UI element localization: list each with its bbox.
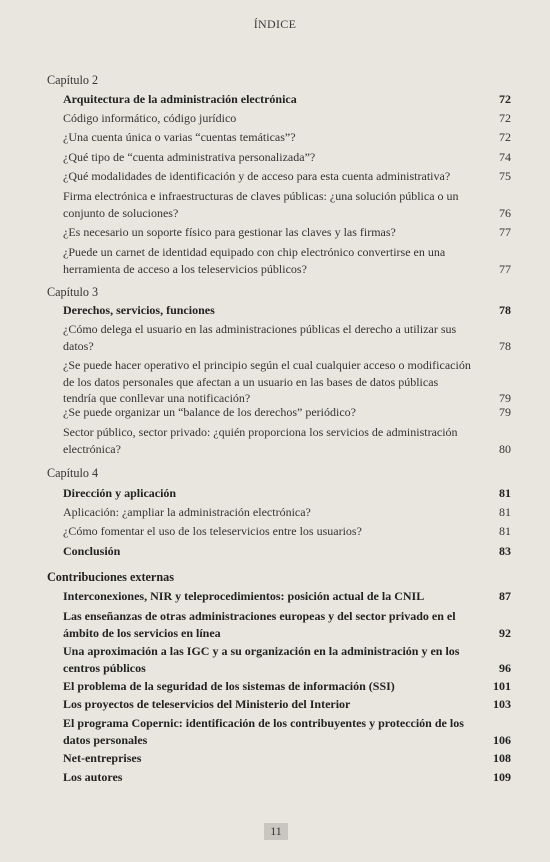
- toc-entry-text: Dirección y aplicación: [63, 486, 177, 500]
- toc-entry-page: 87: [499, 589, 511, 603]
- toc-entry-page: 96: [499, 660, 511, 675]
- chapter-heading: Capítulo 2: [47, 73, 99, 87]
- toc-entry-page: 72: [499, 111, 511, 125]
- toc-entry: [63, 404, 511, 421]
- toc-entry: [63, 424, 511, 457]
- toc-entry: [63, 643, 511, 676]
- section-heading: Contribuciones externas: [47, 570, 174, 584]
- toc-entry: [63, 188, 511, 221]
- chapter-heading: Capítulo 3: [47, 285, 99, 299]
- toc-entry: [63, 110, 511, 127]
- toc-entry-text: Conclusión: [63, 544, 121, 558]
- toc-entry-text: Net-entreprises: [63, 751, 142, 765]
- toc-entry-text: Una aproximación a las IGC y a su organización en la administración y en los centros públicos: [63, 644, 460, 675]
- toc-entry: [63, 485, 511, 502]
- toc-entry: [63, 543, 511, 560]
- toc-entry-text: Derechos, servicios, funciones: [63, 303, 215, 317]
- page-header: ÍNDICE: [253, 17, 297, 31]
- toc-entry-page: 81: [499, 505, 511, 519]
- toc-entry-text: Código informático, código jurídico: [63, 111, 237, 125]
- toc-entry-page: 79: [499, 405, 511, 419]
- toc-entry-text: ¿Se puede hacer operativo el principio según el cual cualquier acceso o modificación de los datos personales que afectan a un usuario en las bases de datos públicas tendría que conllevar una notificación?: [63, 358, 471, 405]
- toc-entry-page: 92: [499, 625, 511, 640]
- toc-entry: [63, 302, 511, 319]
- page-number: 11: [264, 823, 288, 840]
- toc-entry-page: 78: [499, 303, 511, 317]
- toc-entry-page: 75: [499, 169, 511, 183]
- toc-entry: [63, 715, 511, 748]
- toc-entry-text: Arquitectura de la administración electrónica: [63, 92, 297, 106]
- toc-entry-page: 78: [499, 338, 511, 353]
- toc-entry-page: 101: [493, 679, 511, 693]
- toc-entry-page: 106: [493, 732, 511, 747]
- toc-entry-text: El problema de la seguridad de los sistemas de información (SSI): [63, 679, 395, 693]
- toc-entry-text: Interconexiones, NIR y teleprocedimientos: posición actual de la CNIL: [63, 589, 425, 603]
- toc-entry-page: 72: [499, 92, 511, 106]
- toc-entry: [63, 321, 511, 354]
- toc-entry: [63, 608, 511, 641]
- toc-entry-page: 77: [499, 261, 511, 276]
- toc-entry: [63, 678, 511, 695]
- toc-entry-text: ¿Es necesario un soporte físico para gestionar las claves y las firmas?: [63, 225, 396, 239]
- toc-entry-page: 79: [499, 391, 511, 405]
- toc-entry: [63, 149, 511, 166]
- toc-entry-page: 77: [499, 225, 511, 239]
- toc-entry: [63, 769, 511, 786]
- toc-entry: [63, 244, 511, 277]
- toc-entry-text: ¿Una cuenta única o varias “cuentas temáticas”?: [63, 130, 296, 144]
- toc-entry-text: Los proyectos de teleservicios del Ministerio del Interior: [63, 697, 351, 711]
- toc-entry: [63, 504, 511, 521]
- toc-entry-page: 76: [499, 205, 511, 220]
- toc-entry-text: Aplicación: ¿ampliar la administración electrónica?: [63, 505, 311, 519]
- toc-entry-page: 108: [493, 751, 511, 765]
- toc-entry-text: ¿Se puede organizar un “balance de los derechos” periódico?: [63, 405, 356, 419]
- toc-entry-page: 80: [499, 441, 511, 456]
- chapter-heading: Capítulo 4: [47, 466, 99, 480]
- toc-entry: [63, 91, 511, 108]
- toc-entry-page: 81: [499, 486, 511, 500]
- toc-entry: [63, 750, 511, 767]
- toc-entry-text: ¿Cómo fomentar el uso de los teleservicios entre los usuarios?: [63, 524, 362, 538]
- toc-entry-page: 72: [499, 130, 511, 144]
- toc-entry: [63, 588, 511, 605]
- toc-entry-page: 103: [493, 697, 511, 711]
- toc-entry-page: 109: [493, 770, 511, 784]
- toc-entry-text: ¿Qué tipo de “cuenta administrativa personalizada”?: [63, 150, 316, 164]
- toc-entry-page: 83: [499, 544, 511, 558]
- toc-entry: [63, 168, 511, 185]
- toc-entry-text: El programa Copernic: identificación de los contribuyentes y protección de los datos personales: [63, 716, 464, 747]
- toc-entry: [63, 696, 511, 713]
- toc-entry-text: Sector público, sector privado: ¿quién proporciona los servicios de administración electrónica?: [63, 425, 458, 456]
- toc-entry-page: 81: [499, 524, 511, 538]
- toc-entry-text: ¿Cómo delega el usuario en las administraciones públicas el derecho a utilizar sus datos?: [63, 322, 457, 353]
- toc-entry: [63, 224, 511, 241]
- toc-entry-text: Los autores: [63, 770, 123, 784]
- toc-entry: [63, 129, 511, 146]
- toc-entry-page: 74: [499, 150, 511, 164]
- toc-entry-text: Firma electrónica e infraestructuras de claves públicas: ¿una solución pública o un conjunto de soluciones?: [63, 189, 459, 220]
- toc-entry: [63, 523, 511, 540]
- toc-entry: [63, 357, 511, 407]
- toc-entry-text: Las enseñanzas de otras administraciones europeas y del sector privado en el ámbito de los servicios en línea: [63, 609, 456, 640]
- toc-entry-text: ¿Puede un carnet de identidad equipado con chip electrónico convertirse en una herramienta de acceso a los teleservicios públicos?: [63, 245, 446, 276]
- toc-entry-text: ¿Qué modalidades de identificación y de acceso para esta cuenta administrativa?: [63, 169, 451, 183]
